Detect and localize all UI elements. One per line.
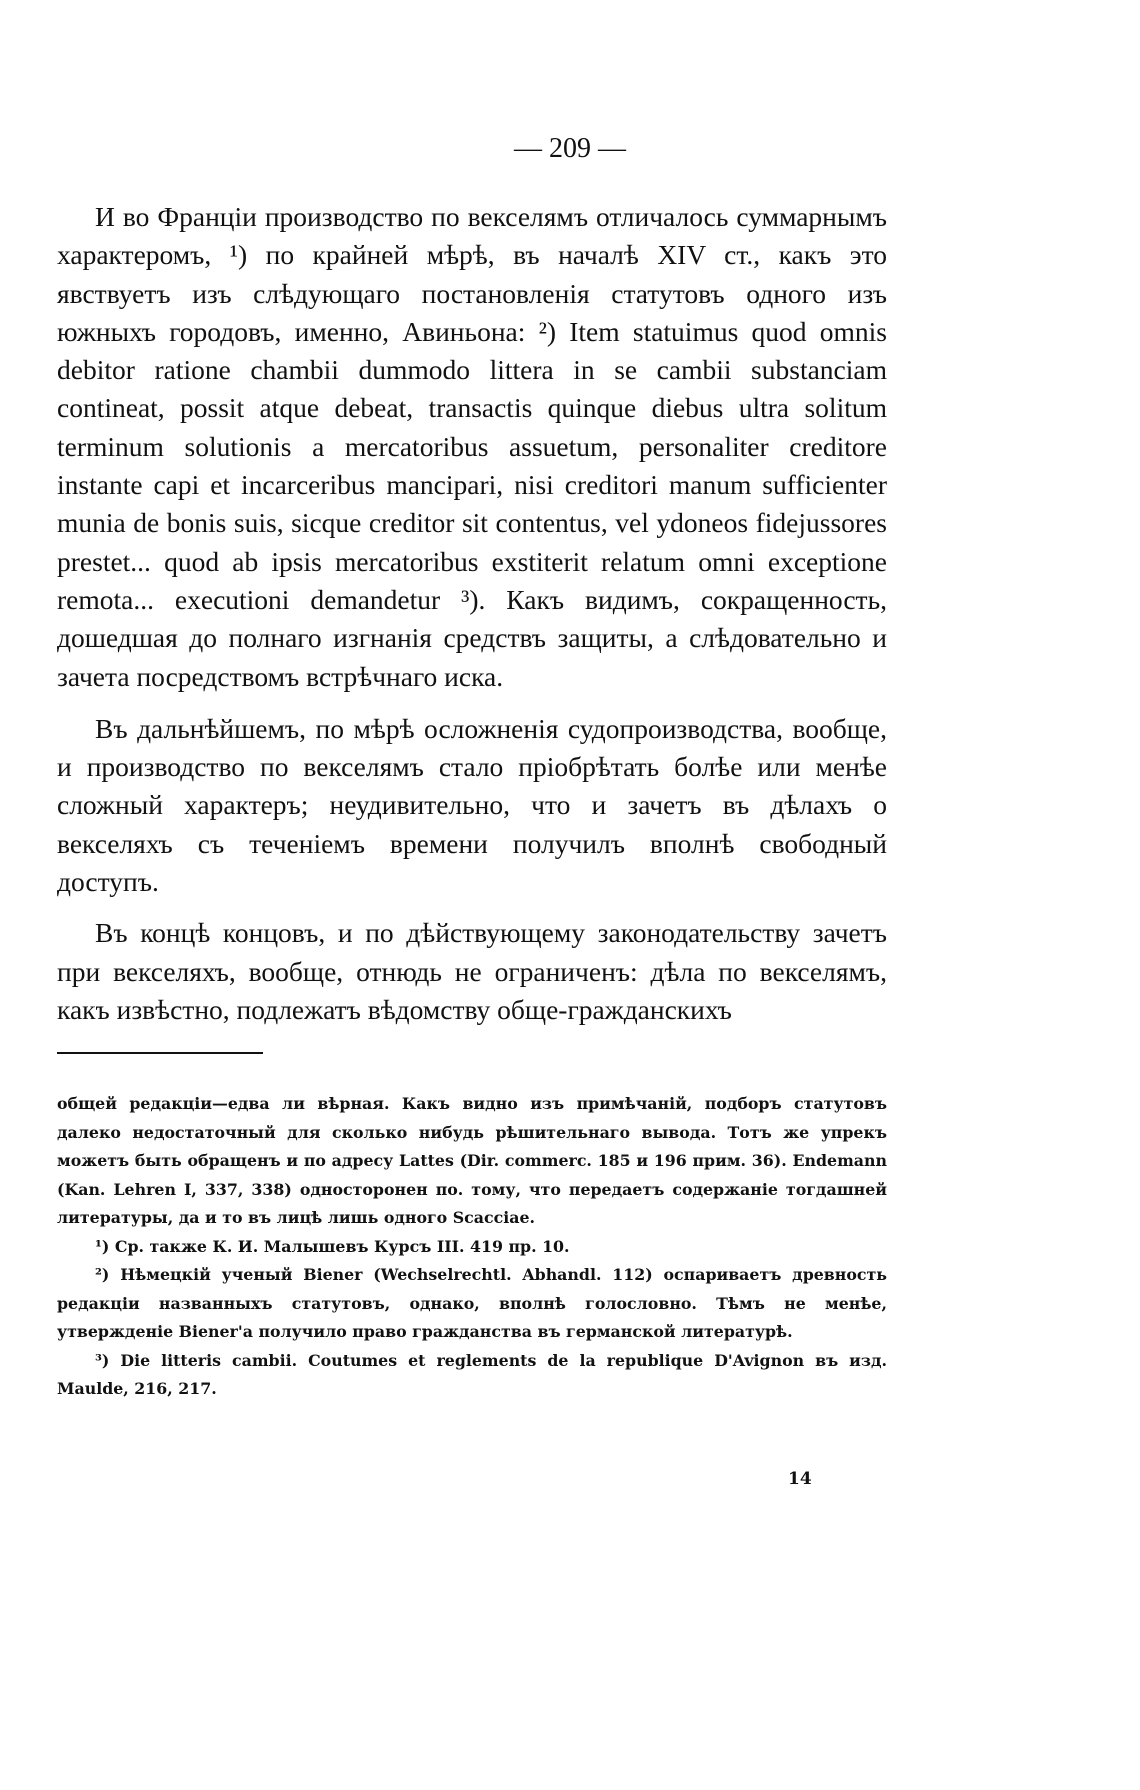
footnote-2: ²) Нѣмецкій ученый Biener (Wechselrechtl. Abhandl. 112) оспариваетъ древность редакціи названныхъ статутовъ, однако, вполнѣ голословно. Тѣмъ не менѣе, утвержденіе Biener'а получило право гражданства въ германской литературѣ. <box>57 1265 887 1341</box>
footnote-1: ¹) Ср. также К. И. Малышевъ Курсъ III. 419 пр. 10. <box>95 1236 570 1256</box>
paragraph-3: Въ концѣ концовъ, и по дѣйствующему законодательству зачетъ при векселяхъ, вообще, отнюдь не ограниченъ: дѣла по векселямъ, какъ извѣстно, подлежатъ вѣдомству обще-гражданскихъ <box>57 917 887 1025</box>
footnote-3: ³) Die litteris cambii. Coutumes et reglements de la republique D'Avignon въ изд. Maulde, 216, 217. <box>57 1350 887 1398</box>
signature-mark: 14 <box>788 1469 812 1489</box>
main-text <box>57 198 887 1042</box>
footnotes <box>57 1090 887 1404</box>
paragraph-1: И во Франціи производство по векселямъ отличалось суммарнымъ характеромъ, ¹) по крайней мѣрѣ, въ началѣ XIV ст., какъ это явствуетъ изъ слѣдующаго постановленія статутовъ одного изъ южныхъ городовъ, именно, Авиньона: ²) Item statuimus quod omnis debitor ratione chambii dummodo littera in se cambii substanciam contineat, possit atque debeat, transactis quinque diebus ultra solitum terminum solutionis a mercatoribus assuetum, personaliter creditore instante capi et incarceribus mancipari, nisi creditori manum sufficienter munia de bonis suis, sicque creditor sit contentus, vel ydoneos fidejussores prestet... quod ab ipsis mercatoribus exstiterit relatum omni exceptione remota... executioni demandetur ³). Какъ видимъ, сокращенность, дошедшая до полнаго изгнанія средствъ защиты, а слѣдовательно и зачета посредствомъ встрѣчнаго иска. <box>57 201 887 692</box>
footnote-continuation: общей редакціи—едва ли вѣрная. Какъ видно изъ примѣчаній, подборъ статутовъ далеко недостаточный для сколько нибудь рѣшительнаго вывода. Тотъ же упрекъ можетъ быть обращенъ и по адресу Lattes (Dir. commerc. 185 и 196 прим. 36). Endemann (Kan. Lehren I, 337, 338) односторонен по. тому, что передаетъ содержаніе тогдашней литературы, да и то въ лицѣ лишь одного Scaccіae. <box>57 1094 887 1227</box>
page-number: — 209 — <box>514 133 626 164</box>
paragraph-2: Въ дальнѣйшемъ, по мѣрѣ осложненія судопроизводства, вообще, и производство по векселямъ стало пріобрѣтать болѣе или менѣе сложный характеръ; неудивительно, что и зачетъ въ дѣлахъ о векселяхъ съ теченіемъ времени получилъ вполнѣ свободный доступъ. <box>57 712 887 898</box>
footnote-separator <box>57 1052 263 1054</box>
